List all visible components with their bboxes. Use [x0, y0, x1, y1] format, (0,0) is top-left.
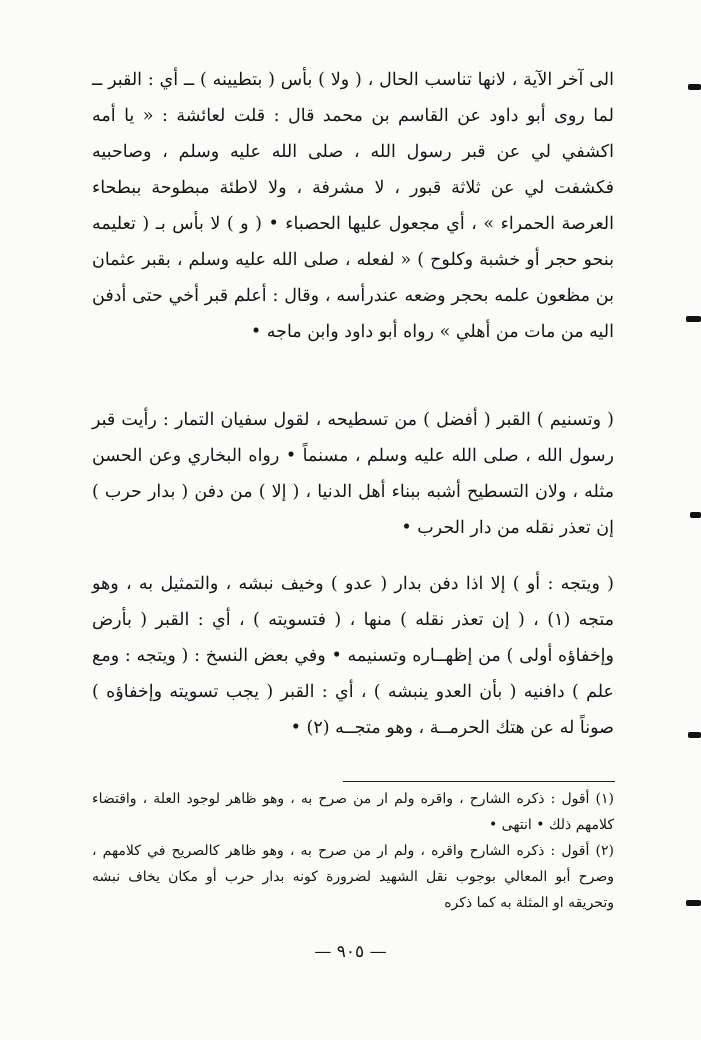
- paragraph-3: ( ويتجه : أو ) إلا اذا دفن بدار ( عدو ) وخيف نبشه ، والتمثيل به ، وهو متجه (١) ، ( إن تعذر نقله ) منها ، ( فتسويته ) ، أي : القبر ( بأرض وإخفاؤه أولى ) من إظهــاره وتسنيمه • وفي بعض النسخ : ( ويتجه : ومع علم ) دافنيه ( بأن العدو ينبشه ) ، أي : القبر ( يجب تسويته وإخفاؤه ) صوناً له عن هتك الحرمــة ، وهو متجــه (٢) •: [92, 574, 614, 738]
- main-text: [92, 62, 614, 746]
- footnotes: [92, 786, 614, 916]
- paragraph-1: الى آخر الآية ، لانها تناسب الحال ، ( ولا ) بأس ( بتطيينه ) ــ أي : القبر ــ لما روى أبو داود عن القاسم بن محمد قال : قلت لعائشة : « يا أمه اكشفي لي عن قبر رسول الله ، صلى الله عليه وسلم ، وصاحبيه فكشفت لي عن ثلاثة قبور ، لا مشرفة ، ولا لاطئة مبطوحة ببطحاء العرصة الحمراء » ، أي مجعول عليها الحصباء • ( و ) لا بأس بـ ( تعليمه بنحو حجر أو خشبة وكلوح ) « لفعله ، صلى الله عليه وسلم ، بقبر عثمان بن مظعون علمه بحجر وضعه عندرأسه ، وقال : أعلم قبر أخي حتى أدفن اليه من مات من أهلي » رواه أبو داود وابن ماجه •: [92, 70, 614, 342]
- footnote-2: (٢) أقول : ذكره الشارح واقره ، ولم ار من صرح به ، وهو ظاهر كالصريح في كلامهم ، وصرح أبو المعالي بوجوب نقل الشهيد لضرورة كونه بدار حرب أو مكان يخاف نبشه وتحريقه او المثلة به كما ذكره: [92, 843, 614, 911]
- scan-edge-mark: [686, 316, 701, 322]
- footnote-1: (١) أقول : ذكره الشارح ، واقره ولم ار من صرح به ، وهو ظاهر لوجود العلة ، واقتضاء كلامهم ذلك • انتهى •: [92, 791, 614, 833]
- scan-edge-mark: [688, 732, 701, 738]
- scan-edge-mark: [690, 512, 701, 518]
- scan-edge-mark: [686, 900, 701, 906]
- page-number: — ٩٠٥ —: [314, 942, 387, 962]
- paragraph-2: ( وتسنيم ) القبر ( أفضل ) من تسطيحه ، لقول سفيان التمار : رأيت قبر رسول الله ، صلى الله عليه وسلم ، مسنماً • رواه البخاري وعن الحسن مثله ، ولان التسطيح أشبه ببناء أهل الدنيا ، ( إلا ) من دفن ( بدار حرب ) إن تعذر نقله من دار الحرب •: [92, 410, 614, 538]
- scan-edge-mark: [688, 84, 701, 90]
- footnote-separator: [343, 781, 615, 782]
